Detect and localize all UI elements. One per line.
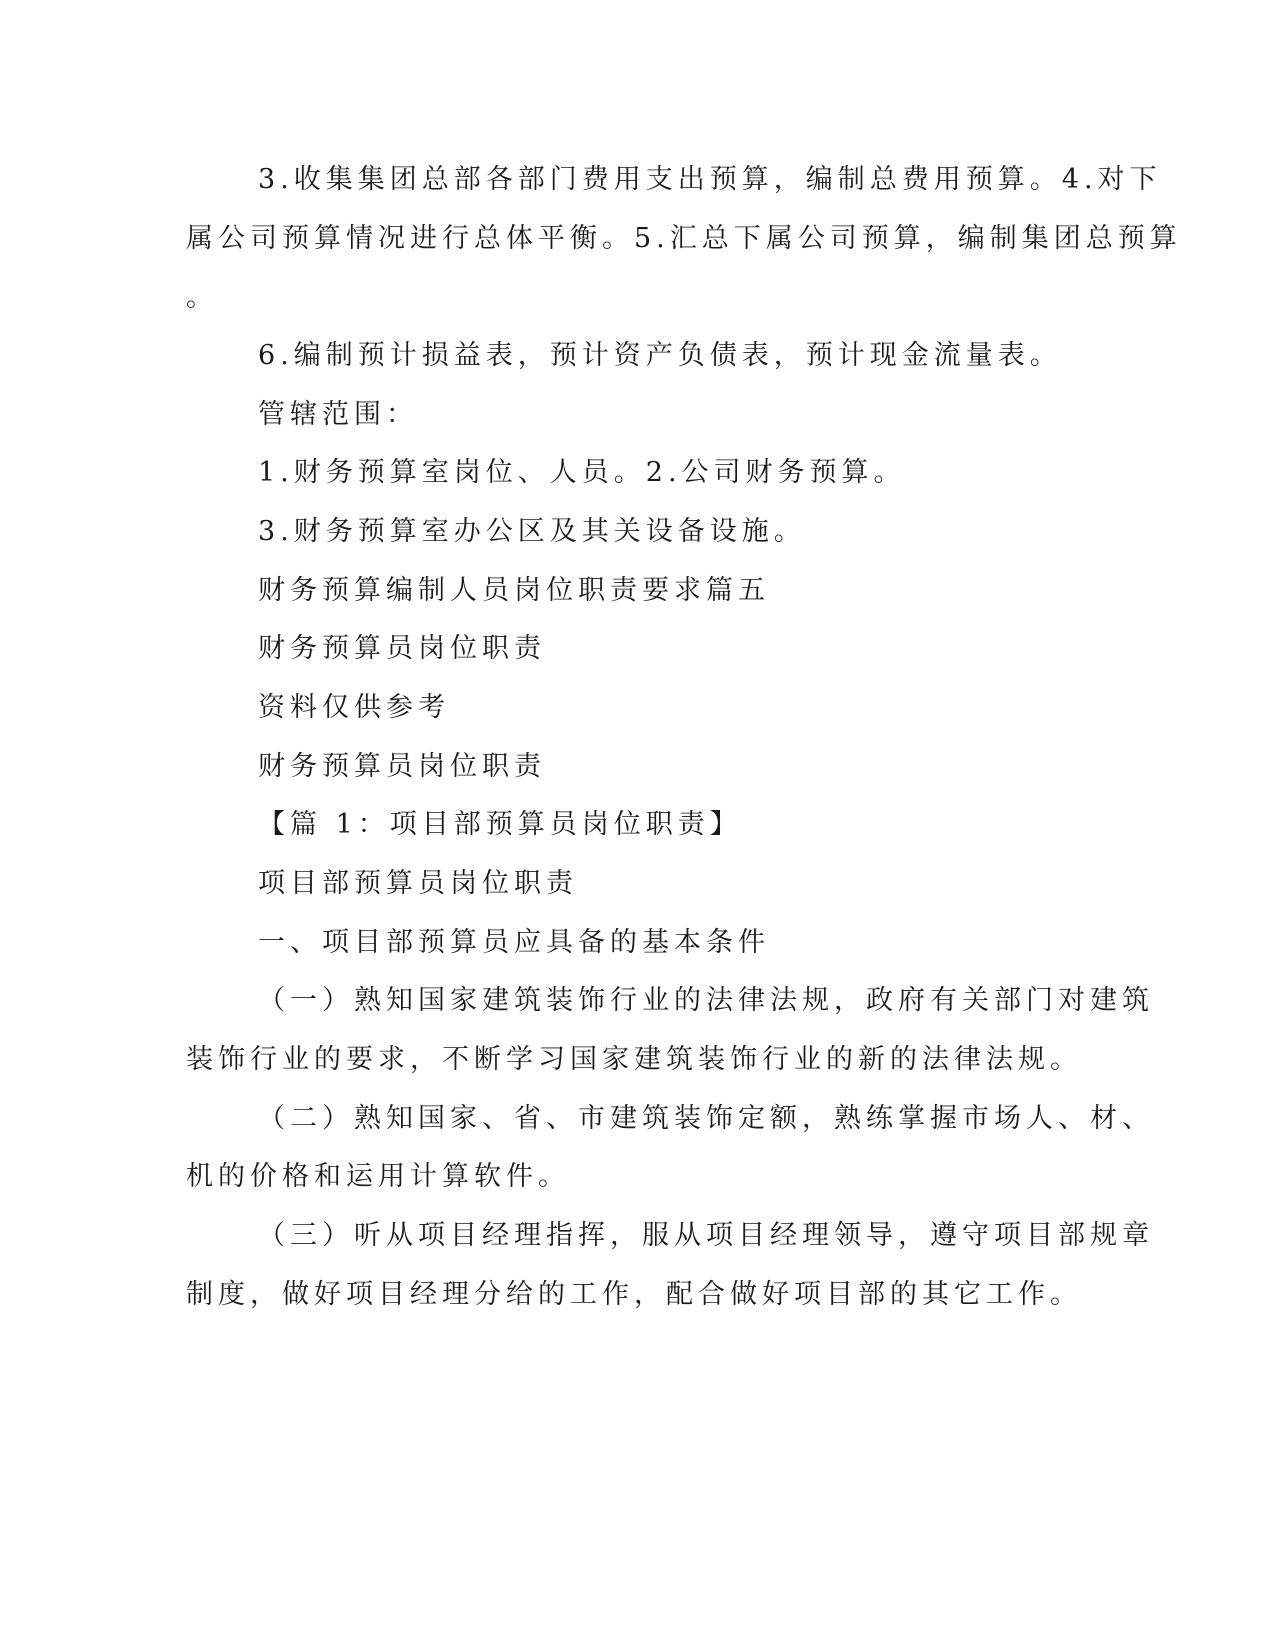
paragraph-line: 制度，做好项目经理分给的工作，配合做好项目部的其它工作。 (186, 1279, 1082, 1310)
section-heading: 财务预算员岗位职责 (258, 633, 546, 664)
section-heading: 项目部预算员岗位职责 (258, 868, 578, 899)
paragraph-line: （一）熟知国家建筑装饰行业的法律法规，政府有关部门对建筑 (258, 985, 1154, 1016)
paragraph-line: 1.财务预算室岗位、人员。2.公司财务预算。 (258, 457, 906, 488)
paragraph-line: 。 (186, 282, 218, 313)
paragraph-line: （二）熟知国家、省、市建筑装饰定额，熟练掌握市场人、材、 (258, 1103, 1154, 1134)
section-heading: 财务预算员岗位职责 (258, 751, 546, 782)
paragraph-line: 机的价格和运用计算软件。 (186, 1161, 570, 1192)
paragraph-line: 3.收集集团总部各部门费用支出预算，编制总费用预算。4.对下 (258, 164, 1162, 195)
section-label: 管辖范围： (258, 399, 418, 430)
note-text: 资料仅供参考 (258, 692, 450, 723)
paragraph-line: 3.财务预算室办公区及其关设备设施。 (258, 516, 806, 547)
section-heading: 财务预算编制人员岗位职责要求篇五 (258, 575, 770, 606)
chapter-heading: 【篇 1：项目部预算员岗位职责】 (258, 809, 742, 840)
paragraph-line: 属公司预算情况进行总体平衡。5.汇总下属公司预算，编制集团总预算 (186, 223, 1182, 254)
paragraph-line: 6.编制预计损益表，预计资产负债表，预计现金流量表。 (258, 340, 1062, 371)
paragraph-line: 装饰行业的要求，不断学习国家建筑装饰行业的新的法律法规。 (186, 1044, 1082, 1075)
paragraph-line: （三）听从项目经理指挥，服从项目经理领导，遵守项目部规章 (258, 1220, 1154, 1251)
section-heading: 一、项目部预算员应具备的基本条件 (258, 927, 770, 958)
